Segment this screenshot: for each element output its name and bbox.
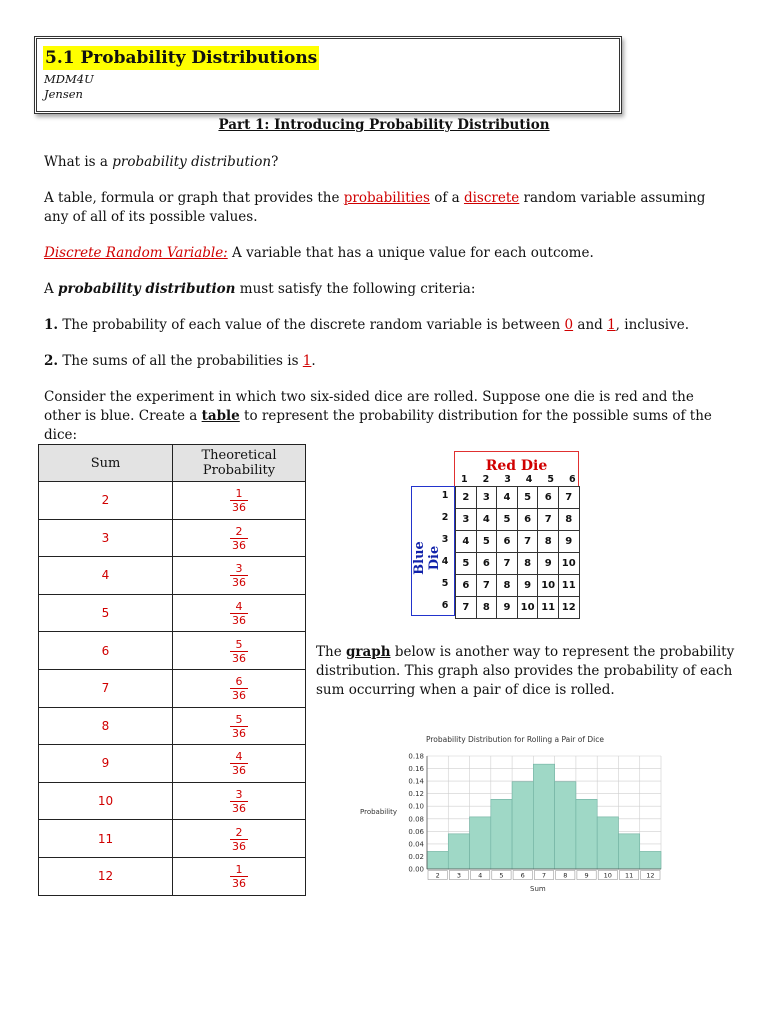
denominator: 36 (232, 538, 246, 552)
probability-table (38, 444, 306, 896)
dice-sum-cell: 7 (518, 531, 539, 553)
blank-one: 1 (607, 317, 616, 333)
fraction (230, 826, 248, 853)
graph-text: The graph below is another way to represent the probability distribution. This graph also provides the probability of each sum occurring when a pair of dice is rolled. (316, 644, 735, 698)
chart-title: Probability Distribution for Rolling a Pair of Dice (425, 735, 604, 744)
dice-sum-cell: 5 (518, 487, 539, 509)
x-tick-label: 10 (603, 871, 612, 880)
fraction (230, 487, 248, 514)
red-die-value: 6 (569, 474, 576, 485)
bar (470, 817, 491, 869)
drv-term: Discrete Random Variable: (44, 245, 228, 261)
dice-sum-cell: 7 (497, 553, 518, 575)
probability-cell (173, 482, 306, 520)
dice-sum-cell: 8 (538, 531, 559, 553)
sum-cell: 5 (39, 594, 173, 632)
bar (427, 851, 448, 869)
y-tick-label: 0.14 (408, 777, 424, 786)
table-row (39, 594, 306, 632)
sum-cell: 4 (39, 557, 173, 595)
dice-sum-cell: 6 (518, 509, 539, 531)
numerator: 5 (235, 712, 243, 726)
dice-sum-cell: 9 (538, 553, 559, 575)
criteria-intro: A probability distribution must satisfy the following criteria: (44, 281, 476, 297)
course-code: MDM4U (44, 72, 94, 86)
bar (618, 834, 639, 869)
y-tick-label: 0.06 (408, 827, 424, 836)
dice-sum-cell: 5 (477, 531, 498, 553)
sum-cell: 12 (39, 857, 173, 895)
x-tick-label: 6 (520, 871, 525, 880)
x-tick-label: 3 (456, 871, 461, 880)
sum-cell: 3 (39, 519, 173, 557)
dice-sum-cell: 6 (497, 531, 518, 553)
y-tick-label: 0.02 (408, 852, 424, 861)
table-row (39, 669, 306, 707)
bar (512, 782, 533, 869)
dice-sum-cell: 9 (518, 575, 539, 597)
table-row (39, 632, 306, 670)
table-row (39, 707, 306, 745)
y-tick-label: 0.08 (408, 815, 424, 824)
denominator: 36 (232, 576, 246, 590)
dice-sum-grid (455, 486, 580, 619)
dice-sum-cell: 3 (477, 487, 498, 509)
criterion-1: 1. The probability of each value of the discrete random variable is between 0 and 1, inclusive. (44, 317, 689, 333)
bar (491, 799, 512, 869)
sum-cell: 10 (39, 782, 173, 820)
blank-zero: 0 (564, 317, 574, 333)
denominator: 36 (232, 501, 246, 515)
red-die-value: 1 (461, 474, 468, 485)
numerator: 1 (235, 487, 243, 501)
denominator: 36 (232, 802, 246, 816)
blue-die-value: 3 (441, 534, 449, 545)
bar (597, 817, 618, 869)
dice-sum-cell: 9 (559, 531, 580, 553)
fraction (230, 600, 248, 627)
bar (555, 782, 576, 869)
criterion-2: 2. The sums of all the probabilities is 1. (44, 353, 316, 369)
fraction (230, 788, 248, 815)
red-die-value: 3 (504, 474, 511, 485)
x-tick-label: 2 (435, 871, 440, 880)
blue-die-label: Blue Die (412, 541, 442, 575)
table-row (39, 820, 306, 858)
dice-sum-cell: 11 (538, 597, 559, 619)
red-die-value: 4 (525, 474, 533, 485)
probability-cell (173, 632, 306, 670)
author-name: Jensen (44, 87, 83, 101)
probability-cell (173, 669, 306, 707)
dice-sum-cell: 6 (477, 553, 498, 575)
page-title: 5.1 Probability Distributions (45, 48, 318, 68)
drv-definition: Discrete Random Variable: A variable that has a unique value for each outcome. (44, 245, 594, 261)
blue-die-value: 2 (441, 512, 449, 523)
probability-cell (173, 857, 306, 895)
numerator: 2 (235, 825, 243, 839)
blue-die-value: 6 (441, 600, 449, 611)
dice-sum-cell: 7 (477, 575, 498, 597)
x-tick-label: 9 (584, 871, 589, 880)
chart-xlabel: Sum (530, 885, 546, 893)
x-tick-label: 7 (541, 871, 547, 880)
table-row (39, 519, 306, 557)
fraction (230, 562, 248, 589)
sum-cell: 9 (39, 745, 173, 783)
col-prob-header: Theoretical Probability (173, 445, 306, 482)
probability-cell (173, 594, 306, 632)
dice-sum-cell: 9 (497, 597, 518, 619)
dice-sum-cell: 12 (559, 597, 580, 619)
answer-definition: A table, formula or graph that provides the probabilities of a discrete random variable assuming any of all of its possible values. (44, 190, 706, 225)
y-tick-label: 0.10 (408, 802, 424, 811)
dice-sum-cell: 10 (538, 575, 559, 597)
table-row (39, 745, 306, 783)
blank-sum-one: 1 (302, 353, 312, 369)
x-tick-label: 4 (478, 871, 483, 880)
dice-sum-cell: 4 (456, 531, 477, 553)
fraction (230, 525, 248, 552)
numerator: 3 (235, 562, 243, 576)
probability-cell (173, 745, 306, 783)
blue-die-value: 4 (441, 556, 449, 567)
blue-die-value: 1 (441, 490, 449, 501)
question-what-is: What is a probability distribution? (44, 154, 279, 170)
numerator: 3 (235, 788, 243, 802)
chart-ylabel: Probability (360, 808, 398, 816)
denominator: 36 (232, 726, 246, 740)
dice-sum-cell: 4 (497, 487, 518, 509)
denominator: 36 (232, 877, 246, 891)
dice-sum-cell: 6 (456, 575, 477, 597)
numerator: 1 (235, 863, 243, 877)
numerator: 4 (235, 750, 243, 764)
sum-cell: 2 (39, 482, 173, 520)
dice-sum-cell: 11 (559, 575, 580, 597)
dice-sum-cell: 2 (456, 487, 477, 509)
sum-cell: 6 (39, 632, 173, 670)
x-tick-label: 12 (646, 871, 655, 880)
y-tick-label: 0.16 (408, 765, 424, 774)
probability-cell (173, 820, 306, 858)
dice-sum-cell: 8 (477, 597, 498, 619)
denominator: 36 (232, 651, 246, 665)
y-tick-label: 0.04 (408, 840, 424, 849)
dice-sum-cell: 10 (518, 597, 539, 619)
denominator: 36 (232, 614, 246, 628)
denominator: 36 (232, 764, 246, 778)
numerator: 5 (235, 637, 243, 651)
probability-cell (173, 519, 306, 557)
denominator: 36 (232, 689, 246, 703)
x-tick-label: 8 (563, 871, 568, 880)
y-tick-label: 0.00 (408, 865, 424, 874)
dice-sum-cell: 6 (538, 487, 559, 509)
numerator: 2 (235, 524, 243, 538)
red-die-value: 5 (547, 474, 555, 485)
fraction (230, 863, 248, 890)
sum-cell: 8 (39, 707, 173, 745)
col-sum-header: Sum (39, 445, 173, 482)
dice-sum-cell: 7 (559, 487, 580, 509)
dice-sum-cell: 4 (477, 509, 498, 531)
bar (640, 851, 661, 869)
dice-sum-cell: 8 (497, 575, 518, 597)
table-row (39, 557, 306, 595)
dice-sum-cell: 7 (456, 597, 477, 619)
part1-heading: Part 1: Introducing Probability Distribution (218, 117, 550, 133)
dice-sum-cell: 3 (456, 509, 477, 531)
dice-sum-cell: 8 (559, 509, 580, 531)
table-row (39, 857, 306, 895)
sum-cell: 11 (39, 820, 173, 858)
y-tick-label: 0.12 (408, 790, 424, 799)
dice-sum-cell: 8 (518, 553, 539, 575)
bar (576, 799, 597, 869)
dice-sum-cell: 5 (497, 509, 518, 531)
blank-probabilities: probabilities (343, 190, 430, 206)
numerator: 6 (235, 675, 243, 689)
probability-cell (173, 707, 306, 745)
x-tick-label: 5 (499, 871, 504, 880)
term-probability-distribution: probability distribution (112, 154, 272, 170)
fraction (230, 750, 248, 777)
denominator: 36 (232, 839, 246, 853)
dice-sum-cell: 7 (538, 509, 559, 531)
y-tick-label: 0.18 (408, 752, 424, 761)
bar (448, 834, 469, 869)
x-tick-label: 11 (624, 871, 634, 880)
table-row (39, 782, 306, 820)
experiment-text: Consider the experiment in which two six-sided dice are rolled. Suppose one die is red and the other is blue. Create a table to represent the probability distribution for the possible sums of the dice: (44, 389, 712, 443)
blank-discrete: discrete (463, 190, 520, 206)
red-die-value: 2 (482, 474, 490, 485)
numerator: 4 (235, 600, 243, 614)
bar (533, 764, 554, 869)
probability-bar-chart (395, 750, 665, 885)
probability-cell (173, 782, 306, 820)
fraction (230, 675, 248, 702)
blue-die-value: 5 (441, 578, 449, 589)
dice-sum-cell: 10 (559, 553, 580, 575)
red-die-label: Red Die (454, 451, 579, 487)
probability-cell (173, 557, 306, 595)
table-row (39, 482, 306, 520)
fraction (230, 638, 248, 665)
fraction (230, 713, 248, 740)
dice-sum-cell: 5 (456, 553, 477, 575)
sum-cell: 7 (39, 669, 173, 707)
